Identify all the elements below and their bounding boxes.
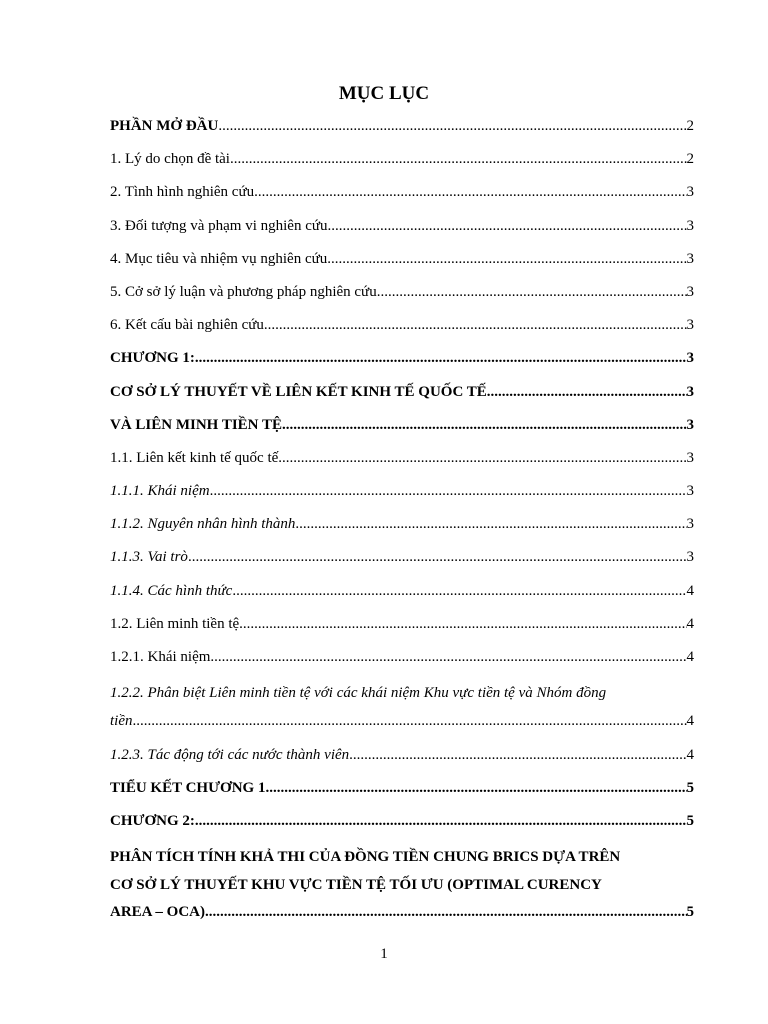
toc-entry-label-line: 1.2.2. Phân biệt Liên minh tiền tệ với các khái niệm Khu vực tiền tệ và Nhóm đồng	[110, 685, 607, 702]
toc-entry-page: 4	[686, 746, 694, 763]
toc-entry[interactable]	[110, 477, 694, 510]
toc-entry[interactable]	[110, 543, 694, 576]
dot-leader	[195, 811, 687, 831]
toc-entry[interactable]	[110, 899, 694, 932]
toc-entry-label: 1.1.4. Các hình thức	[110, 582, 233, 599]
toc-entry-label: 2. Tình hình nghiên cứu	[110, 184, 255, 201]
toc-entry-label: tiền	[110, 712, 133, 729]
toc-entry[interactable]	[110, 112, 694, 145]
toc-entry[interactable]	[110, 145, 694, 178]
toc-entry[interactable]	[110, 774, 694, 807]
toc-entry-page: 3	[686, 184, 694, 201]
toc-entry-page: 4	[686, 615, 694, 632]
toc-entry[interactable]	[110, 510, 694, 543]
dot-leader	[210, 647, 686, 667]
toc-entry-page: 3	[686, 549, 694, 566]
dot-leader	[487, 382, 687, 402]
dot-leader	[278, 448, 686, 468]
toc-entry-page: 5	[686, 904, 694, 921]
toc-entry-page: 3	[686, 516, 694, 533]
dot-leader	[327, 249, 686, 269]
toc-entry-label: 1.1.1. Khái niệm	[110, 483, 210, 500]
toc-entry[interactable]	[110, 444, 694, 477]
toc-entry-label: 1.2.3. Tác động tới các nước thành viên	[110, 746, 350, 763]
dot-leader	[230, 149, 687, 169]
toc-entry[interactable]	[110, 378, 694, 411]
toc-entry[interactable]	[110, 212, 694, 245]
toc-entry-label: 1.1. Liên kết kinh tế quốc tế	[110, 449, 279, 466]
toc-entry-page: 3	[686, 350, 694, 367]
toc-entry-label: 1.2. Liên minh tiền tệ	[110, 615, 240, 632]
dot-leader	[195, 348, 687, 368]
toc-entry-page: 3	[686, 217, 694, 234]
dot-leader	[295, 514, 686, 534]
toc-entry[interactable]	[110, 411, 694, 444]
toc-entry[interactable]	[110, 278, 694, 311]
toc-entry-label: AREA – OCA)	[110, 904, 206, 921]
toc-entry-label-line: CƠ SỞ LÝ THUYẾT KHU VỰC TIỀN TỆ TỐI ƯU (OPTIMAL CURENCY	[110, 876, 602, 893]
toc-entry-label: 1. Lý do chọn đề tài	[110, 151, 230, 168]
dot-leader	[328, 216, 687, 236]
dot-leader	[232, 581, 686, 601]
toc-entry-label: 1.1.2. Nguyên nhân hình thành	[110, 516, 296, 533]
toc-entry-page: 3	[686, 283, 694, 300]
toc-entry-page: 3	[686, 250, 694, 267]
dot-leader	[205, 899, 686, 927]
dot-leader	[265, 778, 686, 798]
toc-entry-label: 4. Mục tiêu và nhiệm vụ nghiên cứu	[110, 250, 328, 267]
dot-leader	[188, 547, 687, 567]
dot-leader	[254, 182, 686, 202]
toc-entry-label: VÀ LIÊN MINH TIỀN TỆ	[110, 416, 282, 433]
dot-leader	[218, 116, 686, 136]
toc-entry-page: 4	[686, 582, 694, 599]
toc-entry-multiline[interactable]	[110, 840, 694, 932]
toc-entry-page: 3	[686, 317, 694, 334]
toc-entry[interactable]	[110, 577, 694, 610]
toc-entry-page: 2	[686, 151, 694, 168]
toc-entry-label: 5. Cở sở lý luận và phương pháp nghiên cứu	[110, 283, 377, 300]
toc-entry-label: CƠ SỞ LÝ THUYẾT VỀ LIÊN KẾT KINH TẾ QUỐC TẾ	[110, 383, 487, 400]
toc-entry-label: CHƯƠNG 2:	[110, 813, 195, 830]
dot-leader	[377, 282, 687, 302]
page-title: MỤC LỤC	[338, 83, 430, 104]
toc-entry-label: CHƯƠNG 1:	[110, 350, 195, 367]
toc-entry[interactable]	[110, 741, 694, 774]
dot-leader	[133, 708, 687, 736]
toc-entry-page: 4	[686, 712, 694, 729]
toc-entry[interactable]	[110, 245, 694, 278]
table-of-contents	[110, 112, 694, 932]
toc-entry[interactable]	[110, 178, 694, 211]
toc-entry-page: 3	[686, 483, 694, 500]
toc-entry-label: TIỂU KẾT CHƯƠNG 1	[110, 779, 266, 796]
toc-entry-label-line: PHÂN TÍCH TÍNH KHẢ THI CỦA ĐỒNG TIỀN CHUNG BRICS DỰA TRÊN	[110, 849, 621, 866]
toc-entry-label: 6. Kết cấu bài nghiên cứu	[110, 317, 264, 334]
toc-entry-page: 5	[686, 813, 694, 830]
toc-entry-page: 5	[686, 779, 694, 796]
toc-entry-page: 3	[686, 416, 694, 433]
dot-leader	[282, 415, 687, 435]
page-number: 1	[380, 946, 388, 962]
toc-entry[interactable]	[110, 708, 694, 741]
toc-entry-label: 1.1.3. Vai trò	[110, 549, 188, 566]
toc-entry-label: 1.2.1. Khái niệm	[110, 649, 211, 665]
toc-entry[interactable]	[110, 643, 694, 676]
toc-entry-label: 3. Đối tượng và phạm vi nghiên cứu	[110, 217, 328, 234]
toc-entry[interactable]	[110, 344, 694, 377]
toc-entry-label: PHẦN MỞ ĐẦU	[110, 118, 219, 134]
toc-entry-multiline[interactable]	[110, 676, 694, 741]
dot-leader	[264, 315, 687, 335]
dot-leader	[349, 745, 686, 765]
toc-entry-page: 4	[686, 649, 694, 665]
toc-entry-page: 3	[686, 383, 694, 400]
toc-entry[interactable]	[110, 610, 694, 643]
toc-entry[interactable]	[110, 311, 694, 344]
dot-leader	[239, 614, 686, 634]
toc-entry-page: 3	[686, 449, 694, 466]
toc-entry[interactable]	[110, 807, 694, 840]
dot-leader	[210, 481, 687, 501]
toc-entry-page: 2	[686, 118, 694, 134]
